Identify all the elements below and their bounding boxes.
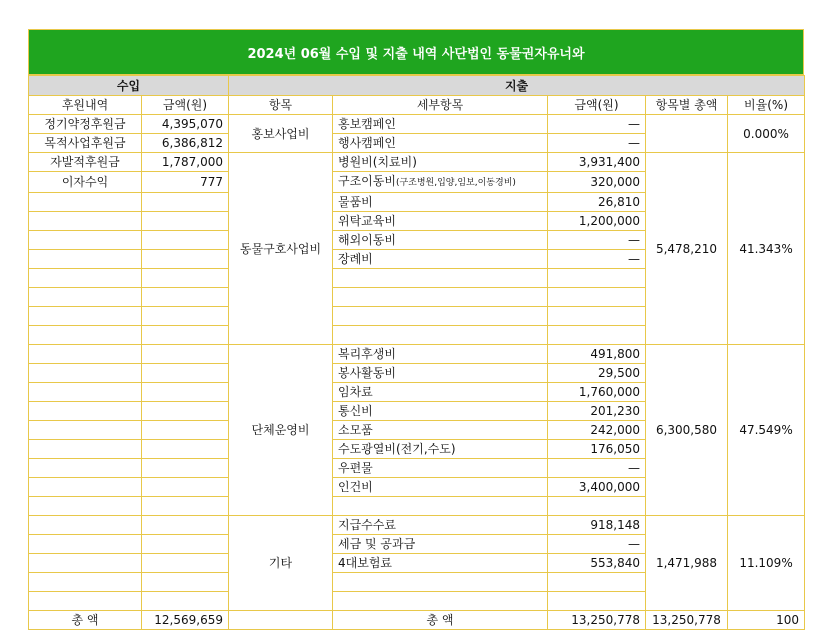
category-total: 5,478,210 xyxy=(646,153,728,345)
empty-cell xyxy=(29,307,142,326)
expense-detail-label: 임차료 xyxy=(338,385,373,399)
empty-cell xyxy=(29,459,142,478)
income-header: 수입 xyxy=(29,76,229,96)
empty-cell xyxy=(29,250,142,269)
expense-detail xyxy=(333,250,548,269)
empty-cell xyxy=(548,573,646,592)
expense-detail-label: 우편물 xyxy=(338,461,373,475)
empty-cell xyxy=(548,326,646,345)
expense-amount: 242,000 xyxy=(548,421,646,440)
empty-cell xyxy=(142,478,229,497)
expense-amount: — xyxy=(548,134,646,153)
empty-cell xyxy=(29,269,142,288)
expense-amount: — xyxy=(548,115,646,134)
expense-amount: 1,200,000 xyxy=(548,212,646,231)
expense-detail-label: 지급수수료 xyxy=(338,518,396,532)
empty-cell xyxy=(548,592,646,611)
expense-detail-label: 세금 및 공과금 xyxy=(338,537,416,551)
expense-detail-label: 장례비 xyxy=(338,252,373,266)
expense-detail xyxy=(333,459,548,478)
empty-cell xyxy=(333,573,548,592)
category-total xyxy=(646,115,728,153)
expense-amount: 26,810 xyxy=(548,193,646,212)
expense-amount: 3,400,000 xyxy=(548,478,646,497)
expense-detail xyxy=(333,440,548,459)
expense-detail xyxy=(333,134,548,153)
expense-detail-label: 병원비(치료비) xyxy=(338,155,417,169)
empty-cell xyxy=(29,402,142,421)
expense-detail xyxy=(333,115,548,134)
empty-cell xyxy=(548,269,646,288)
expense-amount: 29,500 xyxy=(548,364,646,383)
expense-category: 동물구호사업비 xyxy=(229,153,333,345)
expense-total-label: 총 액 xyxy=(333,611,548,630)
empty-cell xyxy=(29,592,142,611)
empty-cell xyxy=(142,269,229,288)
empty-cell xyxy=(142,440,229,459)
empty-cell xyxy=(29,383,142,402)
empty-cell xyxy=(142,250,229,269)
expense-detail xyxy=(333,231,548,250)
expense-detail-label: 홍보캠페인 xyxy=(338,117,396,131)
empty-cell xyxy=(29,193,142,212)
ratio-total: 100 xyxy=(728,611,805,630)
empty-cell xyxy=(548,307,646,326)
empty-cell xyxy=(142,193,229,212)
expense-detail-label: 수도광열비(전기,수도) xyxy=(338,442,456,456)
empty-cell xyxy=(142,288,229,307)
empty-cell xyxy=(142,307,229,326)
empty-cell xyxy=(333,326,548,345)
expense-detail-label: 구조이동비 xyxy=(338,174,396,188)
empty-cell xyxy=(29,364,142,383)
empty-cell xyxy=(548,288,646,307)
expense-detail xyxy=(333,345,548,364)
income-label: 정기약정후원금 xyxy=(29,115,142,134)
empty-cell xyxy=(29,554,142,573)
income-label: 목적사업후원금 xyxy=(29,134,142,153)
report-title: 2024년 06월 수입 및 지출 내역 사단법인 동물권자유너와 xyxy=(28,29,804,75)
expense-detail xyxy=(333,364,548,383)
expense-amount: 176,050 xyxy=(548,440,646,459)
category-total: 6,300,580 xyxy=(646,345,728,516)
col-donation-item: 후원내역 xyxy=(29,96,142,115)
empty-cell xyxy=(29,345,142,364)
expense-detail-label: 해외이동비 xyxy=(338,233,396,247)
expense-amount: 553,840 xyxy=(548,554,646,573)
income-amount: 6,386,812 xyxy=(142,134,229,153)
empty-cell xyxy=(142,345,229,364)
expense-category: 기타 xyxy=(229,516,333,611)
expense-detail xyxy=(333,172,548,193)
ledger-table xyxy=(28,75,805,630)
expense-detail xyxy=(333,535,548,554)
empty-cell xyxy=(142,402,229,421)
empty-cell xyxy=(333,288,548,307)
empty-cell xyxy=(29,288,142,307)
col-detail: 세부항목 xyxy=(333,96,548,115)
empty-cell xyxy=(142,364,229,383)
expense-total: 13,250,778 xyxy=(548,611,646,630)
col-category-total: 항목별 총액 xyxy=(646,96,728,115)
expense-detail-label: 인건비 xyxy=(338,480,373,494)
empty-cell xyxy=(142,231,229,250)
income-amount: 777 xyxy=(142,172,229,193)
empty-cell xyxy=(29,497,142,516)
expense-category: 단체운영비 xyxy=(229,345,333,516)
col-amount: 금액(원) xyxy=(142,96,229,115)
col-ratio: 비율(%) xyxy=(728,96,805,115)
expense-detail xyxy=(333,153,548,172)
empty-cell xyxy=(142,592,229,611)
expense-detail xyxy=(333,554,548,573)
empty-cell xyxy=(333,497,548,516)
report-sheet xyxy=(28,29,804,630)
expense-detail xyxy=(333,478,548,497)
table-row xyxy=(29,115,805,134)
empty-cell xyxy=(29,535,142,554)
expense-detail xyxy=(333,383,548,402)
expense-amount: 491,800 xyxy=(548,345,646,364)
empty-cell xyxy=(142,535,229,554)
expense-detail-label: 4대보험료 xyxy=(338,556,393,570)
expense-detail xyxy=(333,402,548,421)
income-amount: 4,395,070 xyxy=(142,115,229,134)
income-total: 12,569,659 xyxy=(142,611,229,630)
empty-cell xyxy=(548,497,646,516)
expense-amount: — xyxy=(548,535,646,554)
category-total: 1,471,988 xyxy=(646,516,728,611)
totals-row xyxy=(29,611,805,630)
expense-detail-note: (구조병원,입양,임보,이동경비) xyxy=(395,178,516,188)
col-category: 항목 xyxy=(229,96,333,115)
empty-cell xyxy=(142,554,229,573)
expense-detail-label: 위탁교육비 xyxy=(338,214,396,228)
expense-amount: 918,148 xyxy=(548,516,646,535)
empty-cell xyxy=(142,326,229,345)
empty-cell xyxy=(29,516,142,535)
empty-cell xyxy=(142,421,229,440)
expense-detail-label: 봉사활동비 xyxy=(338,366,396,380)
empty-cell xyxy=(333,269,548,288)
category-ratio: 47.549% xyxy=(728,345,805,516)
expense-detail-label: 행사캠페인 xyxy=(338,136,396,150)
expense-category: 홍보사업비 xyxy=(229,115,333,153)
category-ratio: 11.109% xyxy=(728,516,805,611)
expense-amount: — xyxy=(548,231,646,250)
expense-amount: 3,931,400 xyxy=(548,153,646,172)
empty-cell xyxy=(29,212,142,231)
income-label: 이자수익 xyxy=(29,172,142,193)
empty-cell xyxy=(29,573,142,592)
expense-detail xyxy=(333,421,548,440)
income-total-label: 총 액 xyxy=(29,611,142,630)
empty-cell xyxy=(142,459,229,478)
category-ratio: 41.343% xyxy=(728,153,805,345)
empty-cell xyxy=(29,231,142,250)
empty-cell xyxy=(142,383,229,402)
expense-amount: — xyxy=(548,250,646,269)
income-amount: 1,787,000 xyxy=(142,153,229,172)
col-amount2: 금액(원) xyxy=(548,96,646,115)
category-grand-total: 13,250,778 xyxy=(646,611,728,630)
expense-detail xyxy=(333,193,548,212)
expense-amount: 1,760,000 xyxy=(548,383,646,402)
expense-amount: 201,230 xyxy=(548,402,646,421)
category-ratio: 0.000% xyxy=(728,115,805,153)
table-row xyxy=(29,516,805,535)
expense-detail xyxy=(333,516,548,535)
expense-header: 지출 xyxy=(229,76,805,96)
table-row xyxy=(29,153,805,172)
expense-total-spacer xyxy=(229,611,333,630)
empty-cell xyxy=(29,478,142,497)
empty-cell xyxy=(29,326,142,345)
expense-detail xyxy=(333,212,548,231)
expense-detail-label: 통신비 xyxy=(338,404,373,418)
empty-cell xyxy=(142,573,229,592)
empty-cell xyxy=(142,212,229,231)
empty-cell xyxy=(333,592,548,611)
expense-detail-label: 복리후생비 xyxy=(338,347,396,361)
empty-cell xyxy=(142,516,229,535)
table-row xyxy=(29,345,805,364)
expense-detail-label: 물품비 xyxy=(338,195,373,209)
empty-cell xyxy=(29,421,142,440)
expense-amount: — xyxy=(548,459,646,478)
expense-amount: 320,000 xyxy=(548,172,646,193)
expense-detail-label: 소모품 xyxy=(338,423,373,437)
empty-cell xyxy=(29,440,142,459)
empty-cell xyxy=(142,497,229,516)
income-label: 자발적후원금 xyxy=(29,153,142,172)
empty-cell xyxy=(333,307,548,326)
